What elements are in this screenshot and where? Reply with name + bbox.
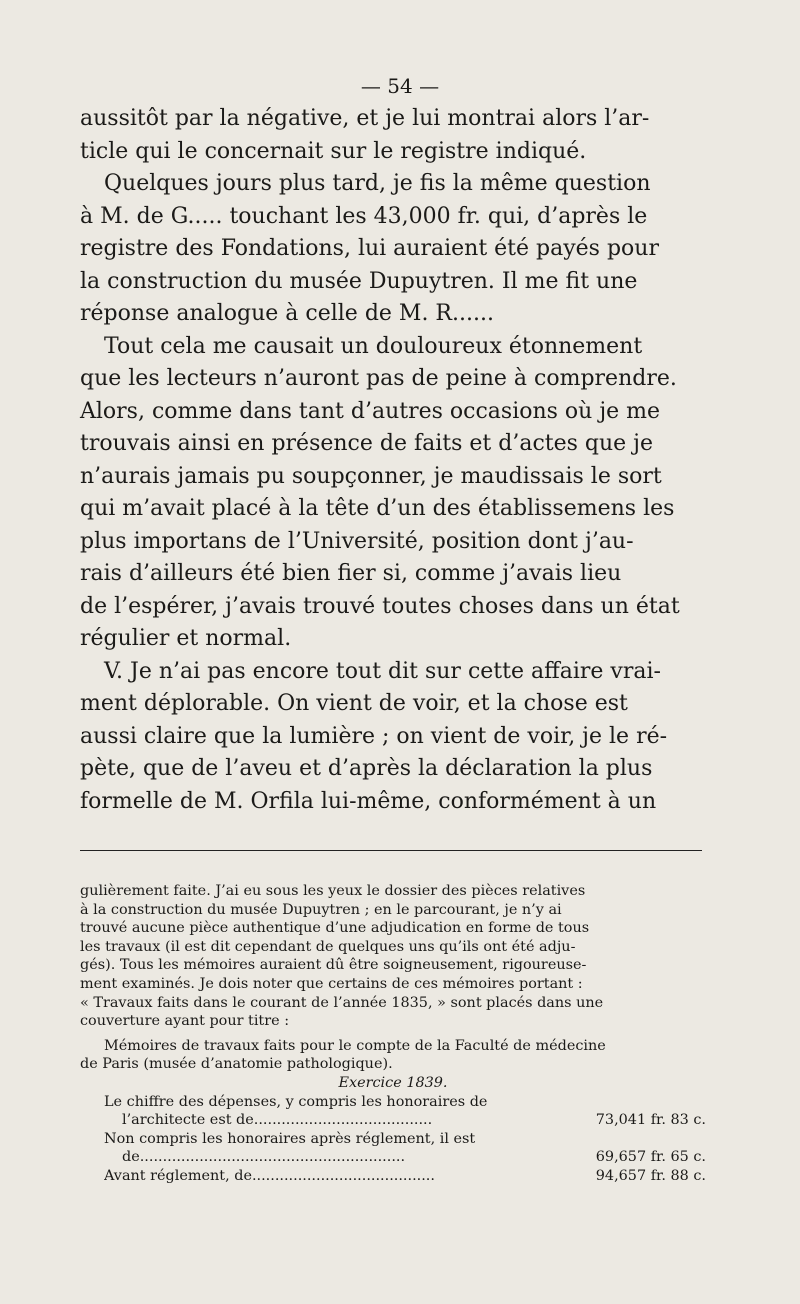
text-line: Tout cela me causait un douloureux étonnement <box>104 333 643 359</box>
footnote-line: de Paris (musée d’anatomie pathologique). <box>80 1056 393 1073</box>
ledger-amount: 69,657 fr. 65 c. <box>595 1149 706 1166</box>
ledger-row <box>80 1111 706 1130</box>
text-line: rais d’ailleurs été bien fier si, comme j’avais lieu <box>80 561 622 586</box>
footnote-line: à la construction du musée Dupuytren ; en le parcourant, je n’y ai <box>80 901 562 918</box>
footnote-line: Mémoires de travaux faits pour le compte de la Faculté de médecine <box>104 1037 606 1054</box>
ledger-label: l’architecte est de....................................... <box>122 1112 433 1129</box>
text-line: réponse analogue à celle de M. R...... <box>80 301 494 326</box>
text-line: régulier et normal. <box>80 626 292 651</box>
text-line: de l’espérer, j’avais trouvé toutes choses dans un état <box>80 593 680 619</box>
text-line: la construction du musée Dupuytren. Il me fit une <box>80 268 638 294</box>
text-line: registre des Fondations, lui auraient été payés pour <box>80 236 659 261</box>
text-line: V. Je n’ai pas encore tout dit sur cette affaire vrai- <box>104 658 661 684</box>
ledger-row <box>80 1167 706 1186</box>
ledger-amount: 73,041 fr. 83 c. <box>595 1112 706 1129</box>
ledger-label: Avant réglement, de........................................ <box>104 1167 435 1184</box>
text-line: pète, que de l’aveu et d’après la déclaration la plus <box>80 756 653 781</box>
text-line: n’aurais jamais pu soupçonner, je maudissais le sort <box>80 463 662 489</box>
footnote <box>80 882 706 1186</box>
text-line: qui m’avait placé à la tête d’un des établissemens les <box>80 496 675 521</box>
exercise-heading: Exercice 1839. <box>338 1074 448 1091</box>
text-line: ticle qui le concernait sur le registre indiqué. <box>80 138 587 164</box>
text-line: formelle de M. Orfila lui-même, conformément à un <box>80 788 657 814</box>
text-line: ment déplorable. On vient de voir, et la chose est <box>80 691 628 716</box>
text-line: Quelques jours plus tard, je fis la même question <box>104 171 651 196</box>
footnote-line: gés). Tous les mémoires auraient dû être soigneusement, rigoureuse- <box>80 957 587 974</box>
page-number: — 54 — <box>360 74 440 98</box>
text-line: à M. de G..... touchant les 43,000 fr. qui, d’après le <box>80 203 648 229</box>
text-line: plus importans de l’Université, position dont j’au- <box>80 528 634 554</box>
text-line: aussitôt par la négative, et je lui montrai alors l’ar- <box>80 106 650 131</box>
text-line: que les lecteurs n’auront pas de peine à comprendre. <box>80 366 677 391</box>
ledger-amount: 94,657 fr. 88 c. <box>595 1167 706 1184</box>
ledger-label: de.......................................................... <box>122 1149 406 1166</box>
ledger-label: Non compris les honoraires après réglement, il est <box>104 1130 476 1147</box>
footnote-line: les travaux (il est dit cependant de quelques uns qu’ils ont été adju- <box>80 938 576 955</box>
text-line: aussi claire que la lumière ; on vient de voir, je le ré- <box>80 723 668 749</box>
ledger-label: Le chiffre des dépenses, y compris les honoraires de <box>104 1093 488 1110</box>
footnote-line: gulièrement faite. J’ai eu sous les yeux le dossier des pièces relatives <box>80 883 586 899</box>
footnote-line: ment examinés. Je dois noter que certains de ces mémoires portant : <box>80 975 583 992</box>
text-line: trouvais ainsi en présence de faits et d’actes que je <box>80 431 654 456</box>
footnote-divider <box>80 850 702 851</box>
main-text <box>80 103 702 818</box>
ledger-row <box>80 1148 706 1167</box>
text-line: Alors, comme dans tant d’autres occasions où je me <box>80 398 661 424</box>
footnote-line: trouvé aucune pièce authentique d’une adjudication en forme de tous <box>80 920 590 937</box>
footnote-line: couverture ayant pour titre : <box>80 1013 290 1030</box>
footnote-line: « Travaux faits dans le courant de l’année 1835, » sont placés dans une <box>80 994 604 1011</box>
